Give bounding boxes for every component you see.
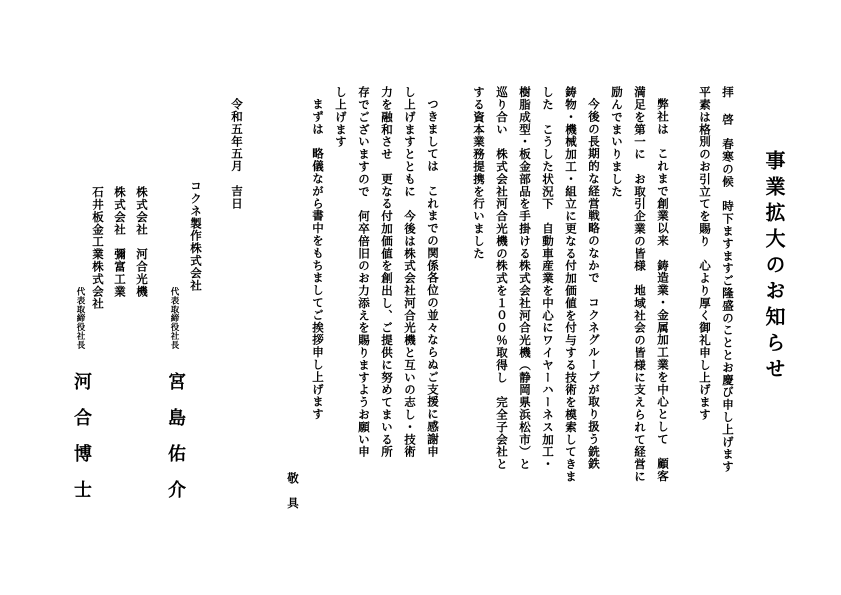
body-line: まずは 略儀ながら書中をもちましてご挨拶申し上げます	[311, 98, 325, 421]
greeting-line: 平素は格別のお引立てを賜り 心より厚く御礼申し上げます	[698, 86, 712, 421]
sender-company: 株式会社 彌富工業	[113, 186, 127, 298]
body-line: 樹脂成型・板金部品を手掛ける株式会社河合光機（静岡県浜松市）と	[518, 86, 532, 471]
body-line: 弊社は これまで創業以来 鋳造業・金属加工業を中心として 顧客	[656, 98, 670, 483]
document-title: 事業拡大のお知らせ	[762, 150, 786, 384]
body-line: し上げますとともに 今後は株式会社河合光機と互いの志し・技術	[403, 86, 417, 458]
body-line: 力を融和させ 更なる付加価値を創出し、ご提供に努めてまいる所	[380, 86, 394, 458]
sender-company: コクネ製作株式会社	[189, 180, 203, 292]
closing-keigu: 敬 具	[286, 472, 300, 510]
sender-company: 石井板金工業株式会社	[91, 186, 105, 310]
sender-role: 代表取締役社長	[169, 287, 179, 350]
body-line: つきましては これまでの関係各位の並々ならぬご支援に感謝申	[426, 98, 440, 458]
sender-role: 代表取締役社長	[75, 287, 85, 350]
body-line: 存でございますので 何卒倍旧のお力添えを賜りますようお願い申	[357, 86, 371, 458]
body-line: 巡り合い 株式会社河合光機の株式を１００％取得し 完全子会社と	[495, 86, 509, 471]
greeting-line: 拝 啓 春寒の候 時下ますますご隆盛のこととお慶び申し上げます	[721, 86, 735, 473]
body-line: 満足を第一に お取引企業の皆様 地域社会の皆様に支えられて経営に	[633, 86, 647, 483]
body-line: し上げます	[334, 86, 348, 148]
letter-date: 令和五年五月 吉日	[230, 98, 244, 210]
body-line: 鋳物・機械加工・組立に更なる付加価値を付与する技術を模索してきま	[564, 86, 578, 483]
body-line: 励んでまいりました	[610, 86, 624, 198]
sender-name: 河 合 博 士	[71, 372, 92, 498]
body-line: する資本業務提携を行いました	[472, 86, 486, 260]
body-line: 今後の長期的な経営戦略のなかで コクネグループが取り扱う銑鉄	[587, 98, 601, 470]
sender-name: 宮 島 佑 介	[165, 372, 186, 498]
sender-company: 株式会社 河合光機	[135, 186, 149, 298]
body-line: した こうした状況下 自動車産業を中心にワイヤーハーネス加工・	[541, 86, 555, 471]
